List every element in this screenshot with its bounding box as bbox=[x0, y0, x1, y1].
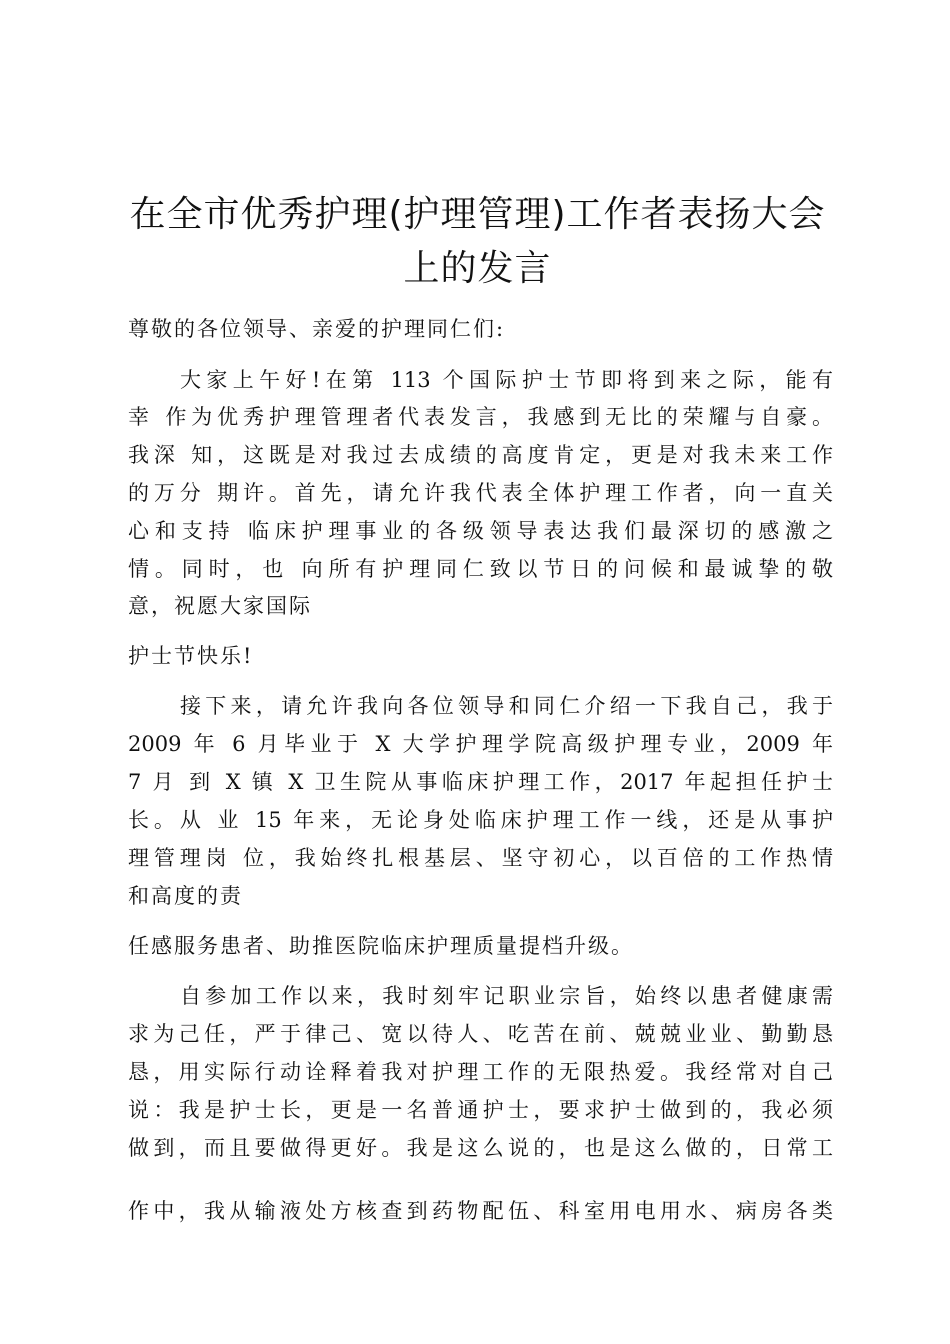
paragraph-line: 我深 知，这既是对我过去成绩的高度肯定，更是对我未来工作 bbox=[128, 443, 833, 467]
paragraph-line: 做到，而且要做得更好。我是这么说的，也是这么做的，日常工 bbox=[128, 1136, 833, 1160]
paragraph-line: 恳，用实际行动诠释着我对护理工作的无限热爱。我经常对自己 bbox=[128, 1060, 833, 1084]
paragraph-line: 和高度的责 bbox=[128, 884, 243, 908]
paragraph-line: 护士节快乐! bbox=[128, 644, 254, 668]
paragraph-line: 理管理岗 位，我始终扎根基层、坚守初心，以百倍的工作热情 bbox=[128, 846, 833, 870]
document-title bbox=[110, 188, 845, 296]
paragraph-line: 情。同时，也 向所有护理同仁致以节日的问候和最诚挚的敬 bbox=[128, 557, 833, 581]
paragraph-line: 2009 年 6 月毕业于 X 大学护理学院高级护理专业，2009 年 bbox=[128, 732, 833, 756]
paragraph-line: 长。从 业 15 年来，无论身处临床护理工作一线，还是从事护 bbox=[128, 808, 833, 832]
title-line-2: 上的发言 bbox=[403, 248, 552, 289]
paragraph-line: 大家上午好!在第 113 个国际护士节即将到来之际，能有 bbox=[180, 368, 833, 392]
paragraph-line: 幸 作为优秀护理管理者代表发言，我感到无比的荣耀与自豪。 bbox=[128, 405, 833, 429]
paragraph-line: 任感服务患者、助推医院临床护理质量提档升级。 bbox=[128, 934, 634, 958]
title-line-1: 在全市优秀护理(护理管理)工作者表扬大会 bbox=[129, 194, 826, 235]
paragraph-line: 7 月 到 X 镇 X 卫生院从事临床护理工作，2017 年起担任护士 bbox=[128, 770, 833, 794]
salutation: 尊敬的各位领导、亲爱的护理同仁们: bbox=[128, 317, 506, 341]
paragraph-line: 自参加工作以来，我时刻牢记职业宗旨，始终以患者健康需 bbox=[180, 984, 833, 1008]
paragraph-line: 的万分 期许。首先，请允许我代表全体护理工作者，向一直关 bbox=[128, 481, 833, 505]
paragraph-line: 心和支持 临床护理事业的各级领导表达我们最深切的感激之 bbox=[128, 519, 833, 543]
paragraph-line: 求为己任，严于律己、宽以待人、吃苦在前、兢兢业业、勤勤恳 bbox=[128, 1022, 833, 1046]
paragraph-line: 说：我是护士长，更是一名普通护士，要求护士做到的，我必须 bbox=[128, 1098, 833, 1122]
paragraph-line: 作中，我从输液处方核查到药物配伍、科室用电用水、病房各类 bbox=[128, 1199, 833, 1223]
paragraph-line: 接下来，请允许我向各位领导和同仁介绍一下我自己，我于 bbox=[180, 694, 833, 718]
paragraph-line: 意，祝愿大家国际 bbox=[128, 594, 312, 618]
